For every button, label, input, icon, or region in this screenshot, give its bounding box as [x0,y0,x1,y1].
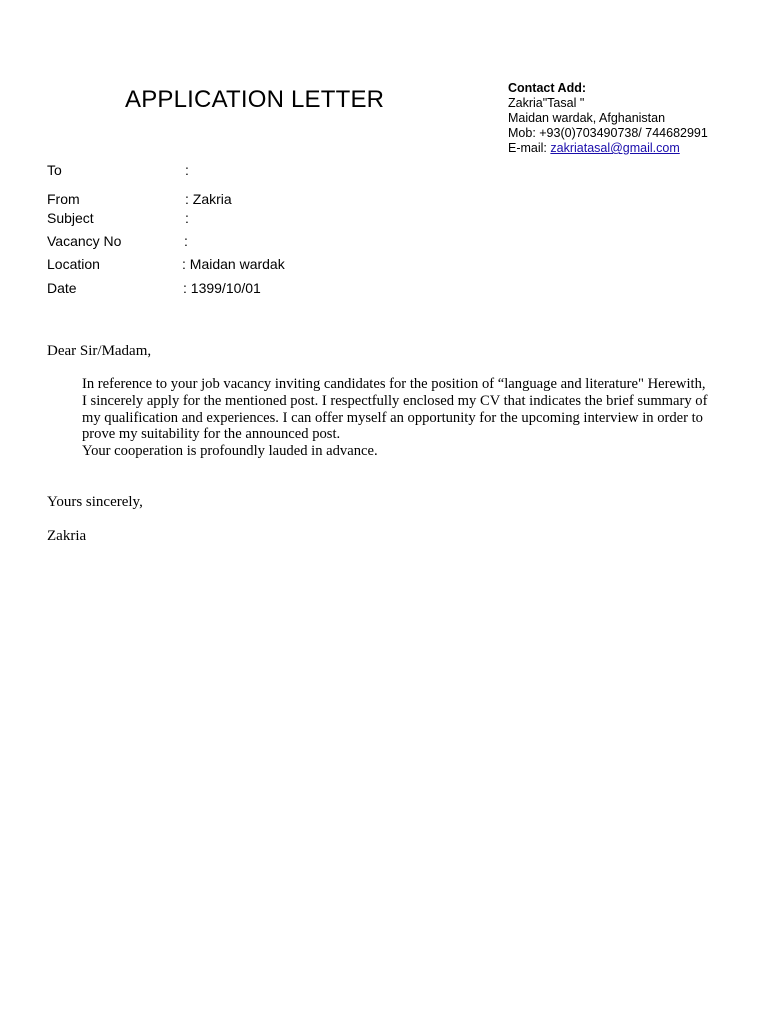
field-location-value: : Maidan wardak [182,256,285,272]
field-date-value: : 1399/10/01 [183,280,261,296]
letter-title: APPLICATION LETTER [125,86,385,113]
field-vacancy-label: Vacancy No [47,233,122,249]
contact-name: Zakria"Tasal " [508,96,585,110]
contact-email-label: E-mail: [508,141,551,155]
field-subject-label: Subject [47,210,94,226]
field-to-label: To [47,162,62,178]
body-paragraph: Your cooperation is profoundly lauded in advance. [82,443,378,460]
field-to-value: : [185,162,189,178]
field-date-label: Date [47,280,77,296]
contact-email-line [508,141,708,156]
field-from-value: : Zakria [185,191,232,207]
closing: Yours sincerely, [47,494,143,510]
signature: Zakria [47,528,87,544]
letter-body [82,376,714,460]
field-from-label: From [47,191,80,207]
salutation: Dear Sir/Madam, [47,343,152,359]
contact-block [508,81,708,156]
contact-heading: Contact Add: [508,81,586,95]
field-subject-value: : [185,210,189,226]
field-vacancy-value: : [184,233,188,249]
field-location-label: Location [47,256,100,272]
body-paragraph: In reference to your job vacancy inviting candidates for the position of “language and literature" Herewith, I sincerely apply for the mentioned post. I respectfully enclosed my CV that indicates the brief summary of my qualification and experiences. I can offer myself an opportunity for the upcoming interview in order to prove my suitability for the announced post. [82,376,708,443]
contact-email-link[interactable]: zakriatasal@gmail.com [550,141,680,155]
contact-address: Maidan wardak, Afghanistan [508,111,666,125]
contact-mobile: Mob: +93(0)703490738/ 744682991 [508,126,708,140]
